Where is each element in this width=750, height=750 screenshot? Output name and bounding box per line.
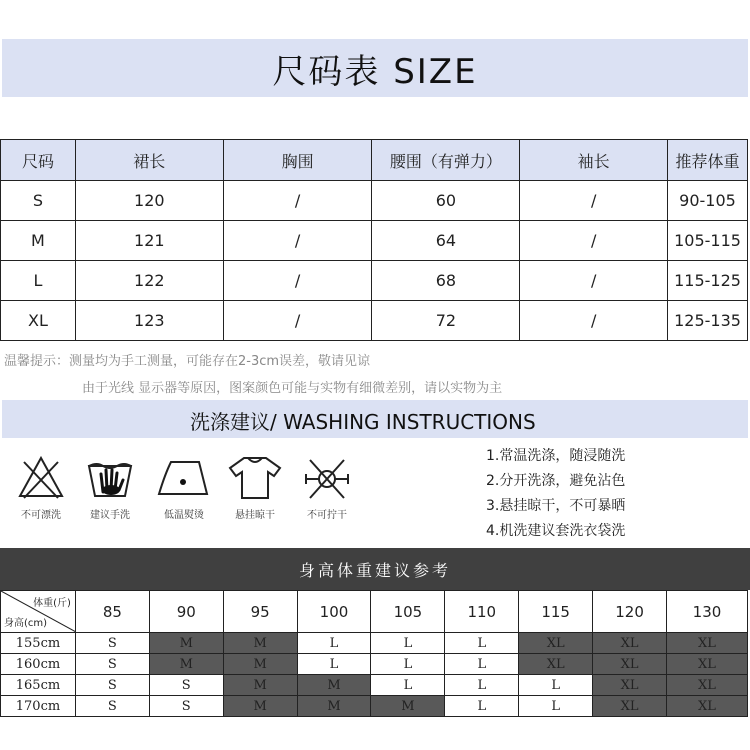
cell: 123 [75, 301, 223, 341]
size-cell: L [445, 654, 519, 675]
cell: 72 [372, 301, 520, 341]
table-row [1, 181, 748, 221]
height-weight-table [0, 590, 748, 717]
table-row [1, 696, 748, 717]
care-label: 不可拧干 [307, 510, 347, 521]
size-cell: L [297, 633, 371, 654]
weight-header: 130 [667, 591, 748, 633]
size-cell: L [297, 654, 371, 675]
size-cell: XL [667, 696, 748, 717]
rule-item: 3.悬挂晾干，不可暴晒 [486, 498, 626, 514]
recommend-title-bar [0, 548, 750, 590]
size-cell: XL [667, 675, 748, 696]
corner-weight-label: 体重(斤) [33, 598, 71, 609]
cell: 122 [75, 261, 223, 301]
corner-cell [1, 591, 76, 633]
washing-rules [486, 444, 625, 544]
size-cell: S [75, 696, 149, 717]
cell: 105-115 [668, 221, 748, 261]
table-row [1, 221, 748, 261]
height-cell: 165cm [1, 675, 76, 696]
size-cell: XL [593, 633, 667, 654]
care-icons [10, 452, 360, 537]
care-item [292, 452, 362, 521]
size-cell: XL [593, 696, 667, 717]
care-label: 不可漂洗 [21, 510, 61, 521]
weight-header: 95 [223, 591, 297, 633]
low-temp-iron-icon [155, 452, 213, 502]
height-cell: 155cm [1, 633, 76, 654]
size-cell: L [519, 675, 593, 696]
hand-wash-icon [85, 452, 135, 502]
size-cell: XL [667, 654, 748, 675]
cell: 68 [372, 261, 520, 301]
cell: S [1, 181, 76, 221]
cell: / [223, 301, 372, 341]
table-row [1, 261, 748, 301]
size-cell: L [519, 696, 593, 717]
size-cell: M [223, 654, 297, 675]
table-row [1, 301, 748, 341]
note-line-2: 由于光线 显示器等原因，图案颜色可能与实物有细微差别，请以实物为主 [82, 381, 503, 396]
cell: 64 [372, 221, 520, 261]
table-row [1, 633, 748, 654]
cell: 125-135 [668, 301, 748, 341]
cell: 120 [75, 181, 223, 221]
cell: / [223, 221, 372, 261]
size-cell: XL [519, 654, 593, 675]
cell: 121 [75, 221, 223, 261]
header-weight: 推荐体重 [668, 140, 748, 181]
care-label: 低温熨烫 [164, 510, 204, 521]
size-cell: S [75, 654, 149, 675]
washing-title: 洗涤建议/ WASHING INSTRUCTIONS [190, 410, 536, 434]
size-cell: S [149, 675, 223, 696]
no-bleach-icon [16, 452, 66, 502]
no-wring-icon [302, 452, 352, 502]
weight-header: 85 [75, 591, 149, 633]
table-row [1, 675, 748, 696]
cell: / [520, 261, 668, 301]
rule-item: 4.机洗建议套洗衣袋洗 [486, 523, 626, 539]
cell: / [520, 181, 668, 221]
care-label: 建议手洗 [90, 510, 130, 521]
cell: 115-125 [668, 261, 748, 301]
care-item [6, 452, 76, 521]
height-cell: 170cm [1, 696, 76, 717]
size-cell: S [75, 675, 149, 696]
size-cell: M [297, 675, 371, 696]
weight-header: 110 [445, 591, 519, 633]
page-title: 尺码表 SIZE [272, 51, 478, 92]
weight-header: 90 [149, 591, 223, 633]
size-cell: XL [593, 675, 667, 696]
cell: / [520, 221, 668, 261]
care-item [75, 452, 145, 521]
size-cell: L [445, 696, 519, 717]
size-cell: M [149, 654, 223, 675]
size-cell: S [75, 633, 149, 654]
size-cell: XL [667, 633, 748, 654]
care-item [220, 452, 290, 521]
size-cell: L [445, 633, 519, 654]
header-waist: 腰围（有弹力） [372, 140, 520, 181]
weight-header: 115 [519, 591, 593, 633]
cell: 60 [372, 181, 520, 221]
washing-title-bar [2, 400, 748, 438]
size-cell: L [371, 654, 445, 675]
size-chart-title-bar [2, 39, 748, 97]
cell: M [1, 221, 76, 261]
size-table-header-row [1, 140, 748, 181]
weight-header: 105 [371, 591, 445, 633]
header-skirt-length: 裙长 [75, 140, 223, 181]
recommend-title: 身高体重建议参考 [298, 560, 451, 580]
cell: / [223, 261, 372, 301]
size-cell: L [371, 633, 445, 654]
size-table [0, 139, 748, 341]
header-sleeve: 袖长 [520, 140, 668, 181]
table-row [1, 654, 748, 675]
note-line-1: 温馨提示：测量均为手工测量，可能存在2-3cm误差，敬请见谅 [4, 354, 371, 369]
rule-item: 1.常温洗涤，随浸随洗 [486, 448, 626, 464]
size-cell: M [223, 675, 297, 696]
cell: / [520, 301, 668, 341]
size-cell: M [223, 633, 297, 654]
corner-height-label: 身高(cm) [4, 618, 48, 629]
hang-dry-icon [226, 452, 284, 502]
header-size: 尺码 [1, 140, 76, 181]
weight-header: 100 [297, 591, 371, 633]
size-cell: XL [519, 633, 593, 654]
size-cell: M [297, 696, 371, 717]
cell: XL [1, 301, 76, 341]
size-cell: M [223, 696, 297, 717]
weight-header-row [1, 591, 748, 633]
cell: L [1, 261, 76, 301]
size-cell: L [445, 675, 519, 696]
weight-header: 120 [593, 591, 667, 633]
cell: / [223, 181, 372, 221]
size-cell: M [371, 696, 445, 717]
measurement-notes [4, 348, 502, 402]
care-label: 悬挂晾干 [235, 510, 275, 521]
care-item [149, 452, 219, 521]
size-cell: L [371, 675, 445, 696]
rule-item: 2.分开洗涤，避免沾色 [486, 473, 626, 489]
height-cell: 160cm [1, 654, 76, 675]
size-cell: M [149, 633, 223, 654]
size-cell: S [149, 696, 223, 717]
header-bust: 胸围 [223, 140, 372, 181]
size-cell: XL [593, 654, 667, 675]
cell: 90-105 [668, 181, 748, 221]
